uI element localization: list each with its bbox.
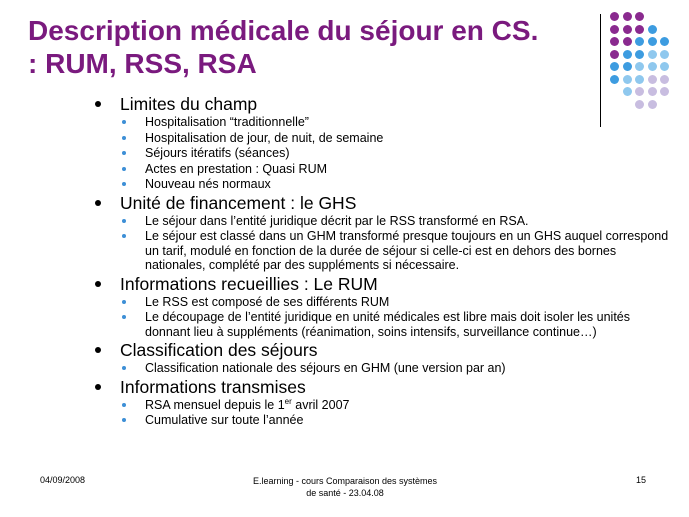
- decorative-dot: [635, 25, 644, 34]
- section-unite-de-financement: [92, 193, 672, 273]
- list-item: Le séjour dans l’entité juridique décrit par le RSS transformé en RSA.: [92, 214, 672, 229]
- section-classification-des-sejours: [92, 340, 672, 376]
- slide-title: [28, 14, 598, 80]
- footer-course-line-1: E.learning - cours Comparaison des systèmes: [252, 476, 438, 486]
- section-heading: Limites du champ: [92, 94, 672, 114]
- section-heading: Informations transmises: [92, 377, 672, 397]
- decorative-dot: [660, 37, 669, 46]
- decorative-dot: [648, 25, 657, 34]
- footer-course-info: [240, 475, 450, 499]
- decorative-dot: [635, 62, 644, 71]
- section-heading: Unité de financement : le GHS: [92, 193, 672, 213]
- footer-page-number: 15: [636, 475, 647, 485]
- footer-course-line-2: de santé - 23.04.08: [306, 488, 384, 498]
- decorative-dot: [648, 50, 657, 59]
- decorative-dot: [635, 37, 644, 46]
- section-items: [92, 214, 672, 273]
- decorative-dot: [610, 12, 619, 21]
- rsa-superscript: er: [284, 396, 292, 406]
- decorative-dot: [610, 25, 619, 34]
- title-line-2: : RUM, RSS, RSA: [28, 48, 257, 79]
- section-informations-recueillies: [92, 274, 672, 340]
- decorative-dot: [610, 62, 619, 71]
- decorative-dot: [623, 62, 632, 71]
- footer-date: 04/09/2008: [40, 475, 86, 485]
- section-limites-du-champ: [92, 94, 672, 192]
- decorative-dot: [648, 75, 657, 84]
- decorative-dot: [660, 75, 669, 84]
- list-item: Actes en prestation : Quasi RUM: [92, 162, 672, 177]
- decorative-dot: [635, 50, 644, 59]
- decorative-dot: [635, 75, 644, 84]
- decorative-dot: [610, 75, 619, 84]
- decorative-dot: [623, 50, 632, 59]
- decorative-dot: [623, 75, 632, 84]
- decorative-dot: [623, 25, 632, 34]
- decorative-dot: [623, 37, 632, 46]
- decorative-dot: [660, 50, 669, 59]
- list-item: Hospitalisation de jour, de nuit, de semaine: [92, 131, 672, 146]
- decorative-dot: [635, 12, 644, 21]
- decorative-dot: [648, 37, 657, 46]
- list-item: Hospitalisation “traditionnelle”: [92, 115, 672, 130]
- decorative-dot: [610, 50, 619, 59]
- slide-content: [92, 93, 672, 429]
- title-line-1: Description médicale du séjour en CS.: [28, 15, 539, 46]
- rsa-text-after: avril 2007: [291, 397, 350, 412]
- decorative-dot: [648, 62, 657, 71]
- section-heading: Classification des séjours: [92, 340, 672, 360]
- list-item: Le séjour est classé dans un GHM transformé presque toujours en un GHS auquel correspond un tarif, modulé en fonction de la durée de séjour si celle-ci est en dehors des bornes nationales, complété par des suppléments si nécessaire.: [92, 229, 672, 273]
- section-heading: Informations recueillies : Le RUM: [92, 274, 672, 294]
- section-items: [92, 115, 672, 192]
- decorative-dot: [623, 12, 632, 21]
- section-items: [92, 361, 672, 376]
- section-items: [92, 398, 672, 428]
- list-item: Cumulative sur toute l’année: [92, 413, 672, 428]
- list-item: Le RSS est composé de ses différents RUM: [92, 295, 672, 310]
- decorative-dot: [660, 62, 669, 71]
- decorative-dot: [610, 37, 619, 46]
- rsa-text-before: RSA mensuel depuis le 1: [145, 397, 285, 412]
- list-item-rsa-mensuel: [92, 398, 672, 413]
- section-items: [92, 295, 672, 340]
- list-item: Nouveau nés normaux: [92, 177, 672, 192]
- list-item: Séjours itératifs (séances): [92, 146, 672, 161]
- section-informations-transmises: [92, 377, 672, 428]
- list-item: Classification nationale des séjours en GHM (une version par an): [92, 361, 672, 376]
- list-item: Le découpage de l’entité juridique en unité médicales est libre mais doit isoler les unités donnant lieu à suppléments (réanimation, soins intensifs, surveillance continue…): [92, 310, 672, 339]
